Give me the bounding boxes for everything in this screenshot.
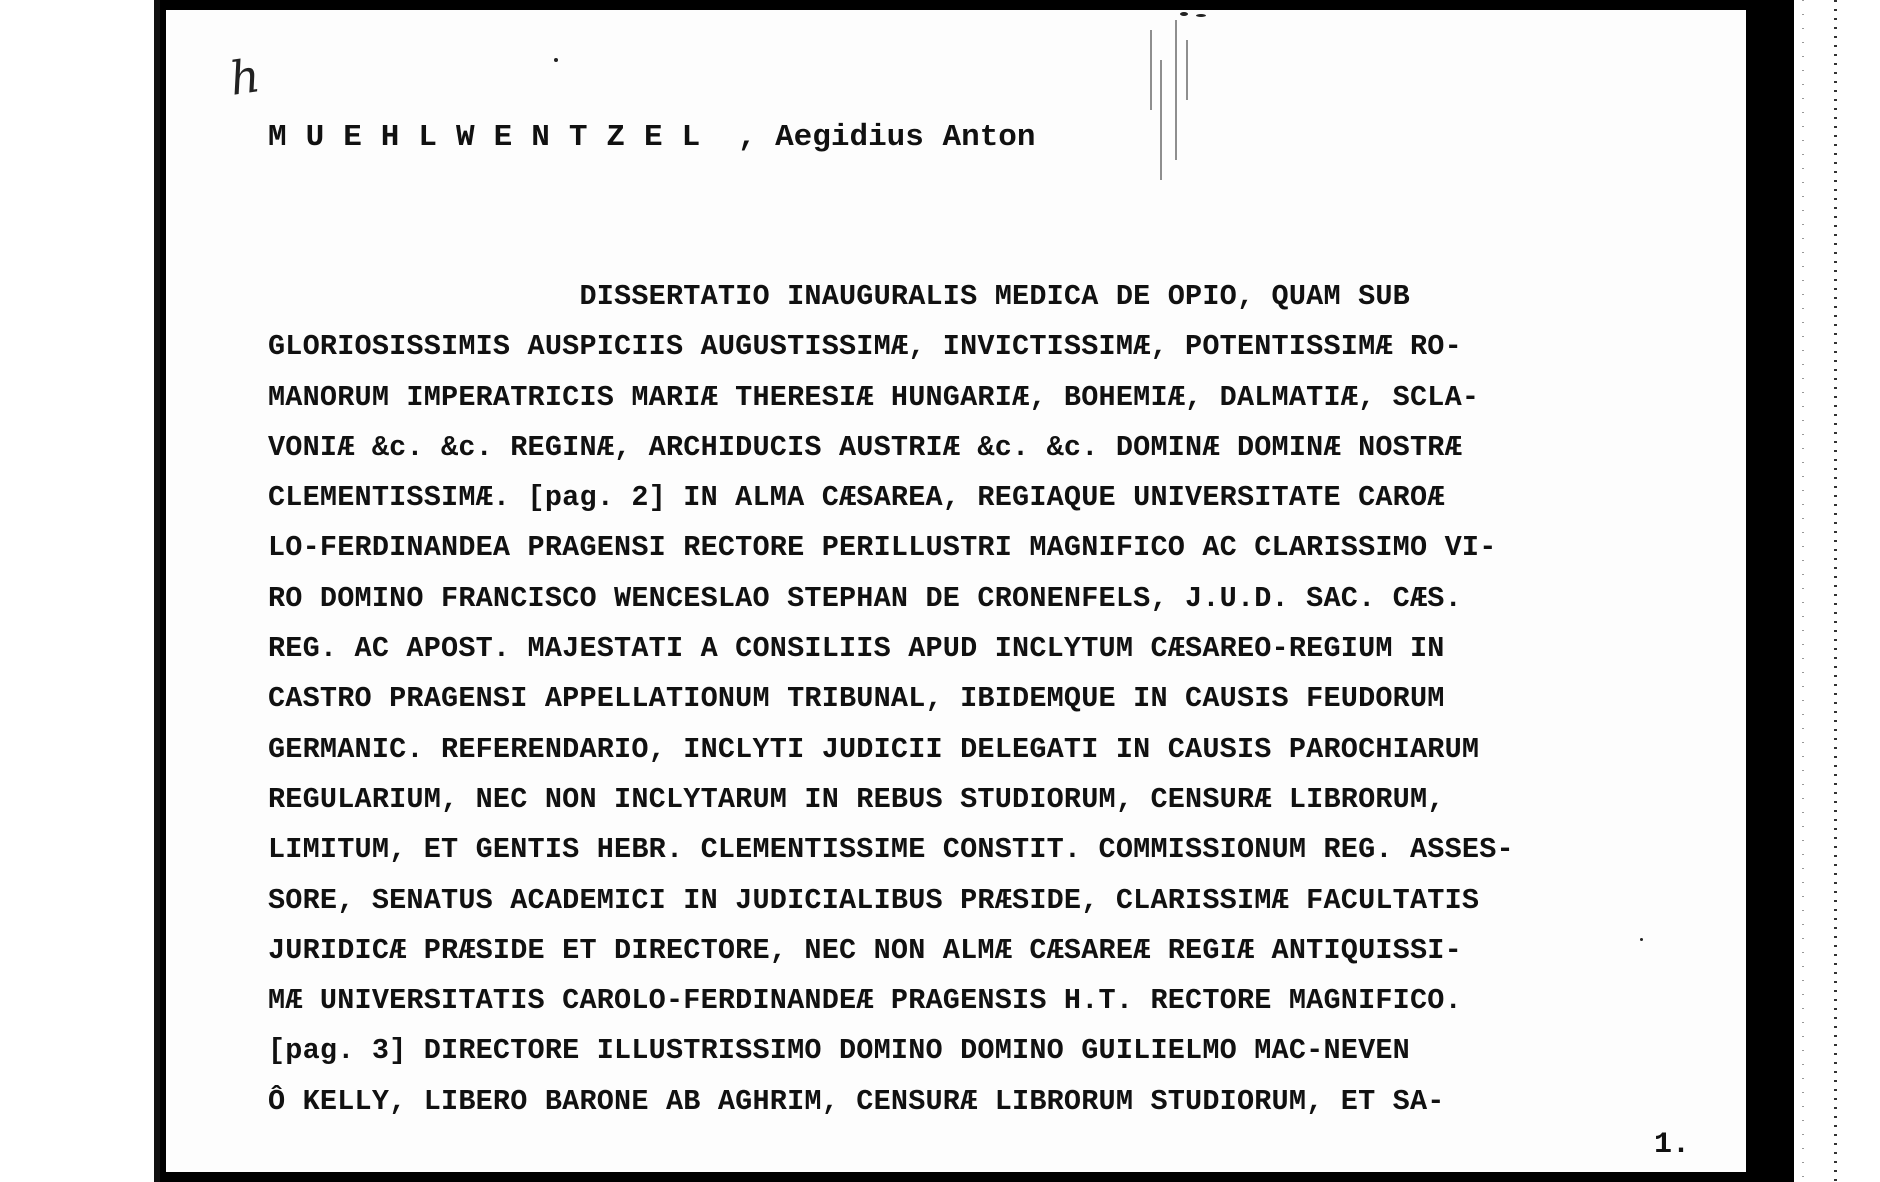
given-names: Aegidius Anton: [775, 120, 1036, 155]
scan-bottom-edge: [160, 1172, 1750, 1182]
scan-scratch: [1186, 40, 1188, 100]
text-line: LIMITUM, ET GENTIS HEBR. CLEMENTISSIME CONSTIT. COMMISSIONUM REG. ASSES-: [268, 833, 1514, 867]
dissertation-title-text: [268, 272, 1708, 1127]
scan-left-margin: [0, 0, 160, 1182]
text-line: VONIÆ &c. &c. REGINÆ, ARCHIDUCIS AUSTRIÆ &c. &c. DOMINÆ DOMINÆ NOSTRÆ: [268, 430, 1462, 464]
scan-right-border: [1748, 0, 1794, 1182]
text-line: MANORUM IMPERATRICIS MARIÆ THERESIÆ HUNGARIÆ, BOHEMIÆ, DALMATIÆ, SCLA-: [268, 380, 1480, 414]
page-left-edge: [154, 0, 160, 1182]
scan-speck: [1196, 14, 1206, 17]
scan-speck: [1180, 12, 1188, 16]
scan-speck: [554, 58, 558, 62]
record-heading: [268, 120, 1036, 155]
heading-separator: ,: [719, 120, 776, 155]
text-line: MÆ UNIVERSITATIS CAROLO-FERDINANDEÆ PRAGENSIS H.T. RECTORE MAGNIFICO.: [268, 984, 1462, 1018]
scan-scratch: [1175, 20, 1177, 160]
text-line: REGULARIUM, NEC NON INCLYTARUM IN REBUS STUDIORUM, CENSURÆ LIBRORUM,: [268, 782, 1445, 816]
text-line: GLORIOSISSIMIS AUSPICIIS AUGUSTISSIMÆ, INVICTISSIMÆ, POTENTISSIMÆ RO-: [268, 330, 1462, 364]
scan-scratch: [1150, 30, 1152, 110]
surname: MUEHLWENTZEL: [268, 120, 720, 155]
text-line: RO DOMINO FRANCISCO WENCESLAO STEPHAN DE CRONENFELS, J.U.D. SAC. CÆS.: [268, 581, 1462, 615]
scan-scratch: [1160, 60, 1162, 180]
text-line: GERMANIC. REFERENDARIO, INCLYTI JUDICII DELEGATI IN CAUSIS PAROCHIARUM: [268, 732, 1480, 766]
text-line: [pag. 3] DIRECTORE ILLUSTRISSIMO DOMINO DOMINO GUILIELMO MAC-NEVEN: [268, 1034, 1410, 1068]
page-number: 1.: [1654, 1128, 1691, 1162]
handwritten-mark: h: [226, 48, 264, 106]
text-line: Ô KELLY, LIBERO BARONE AB AGHRIM, CENSURÆ LIBRORUM STUDIORUM, ET SA-: [268, 1084, 1445, 1118]
text-line: CLEMENTISSIMÆ. [pag. 2] IN ALMA CÆSAREA, REGIAQUE UNIVERSITATE CAROÆ: [268, 481, 1445, 515]
text-line: LO-FERDINANDEA PRAGENSI RECTORE PERILLUSTRI MAGNIFICO AC CLARISSIMO VI-: [268, 531, 1497, 565]
text-line: CASTRO PRAGENSI APPELLATIONUM TRIBUNAL, IBIDEMQUE IN CAUSIS FEUDORUM: [268, 682, 1445, 716]
text-line: REG. AC APOST. MAJESTATI A CONSILIIS APUD INCLYTUM CÆSAREO-REGIUM IN: [268, 632, 1445, 666]
scan-noise-dots-faint: [1802, 0, 1804, 1182]
scan-top-edge: [160, 0, 1750, 10]
text-line: JURIDICÆ PRÆSIDE ET DIRECTORE, NEC NON ALMÆ CÆSAREÆ REGIÆ ANTIQUISSI-: [268, 933, 1462, 967]
text-line: DISSERTATIO INAUGURALIS MEDICA DE OPIO, QUAM SUB: [268, 280, 1410, 313]
text-line: SORE, SENATUS ACADEMICI IN JUDICIALIBUS PRÆSIDE, CLARISSIMÆ FACULTATIS: [268, 883, 1480, 917]
scan-right-margin: [1794, 0, 1880, 1182]
scan-noise-dots: [1834, 0, 1837, 1182]
